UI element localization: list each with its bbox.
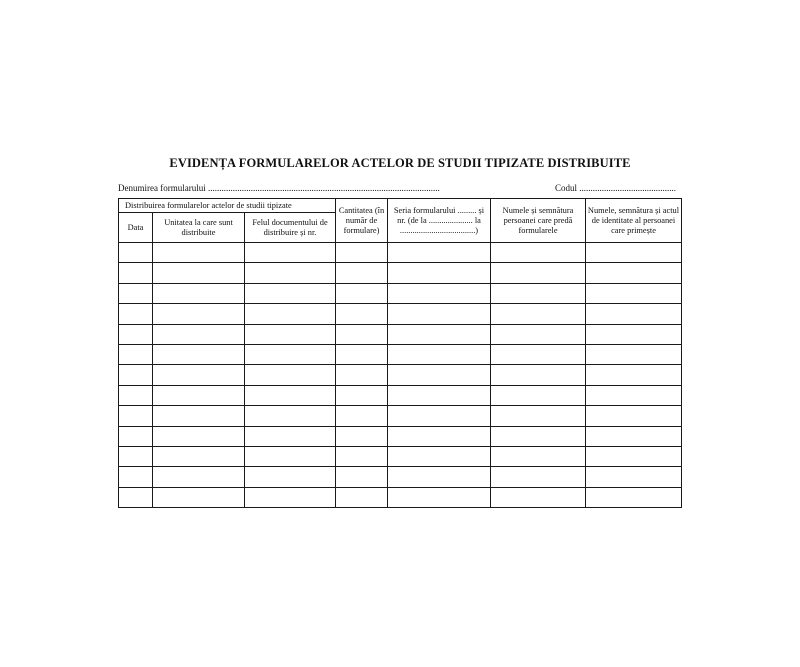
cell-unit [153,487,245,507]
cell-giver [491,365,586,385]
table-row [119,324,682,344]
cell-receiver [586,324,682,344]
table-row [119,304,682,324]
cell-giver [491,487,586,507]
form-name-field: Denumirea formularului ....................................................................................................... [118,183,440,193]
cell-receiver [586,283,682,303]
cell-date [119,406,153,426]
cell-date [119,385,153,405]
cell-series [388,426,491,446]
cell-doc-type [245,426,336,446]
cell-unit [153,344,245,364]
cell-doc-type [245,365,336,385]
column-header-quantity: Cantitatea (în număr de formulare) [336,199,388,243]
cell-receiver [586,243,682,263]
cell-date [119,446,153,466]
column-header-receiver: Numele, semnătura și actul de identitate al persoanei care primește [586,199,682,243]
cell-doc-type [245,344,336,364]
table-row [119,243,682,263]
cell-giver [491,283,586,303]
table-row [119,365,682,385]
cell-doc-type [245,487,336,507]
column-header-unit: Unitatea la care sunt distribuite [153,213,245,243]
cell-unit [153,283,245,303]
cell-quantity [336,263,388,283]
distribution-register-table [118,198,682,508]
cell-receiver [586,385,682,405]
cell-unit [153,426,245,446]
code-field: Codul ........................................... [555,183,677,193]
cell-receiver [586,263,682,283]
cell-giver [491,426,586,446]
cell-unit [153,467,245,487]
cell-doc-type [245,263,336,283]
cell-giver [491,467,586,487]
cell-quantity [336,426,388,446]
cell-unit [153,406,245,426]
cell-date [119,467,153,487]
cell-quantity [336,467,388,487]
cell-unit [153,243,245,263]
cell-series [388,446,491,466]
cell-quantity [336,344,388,364]
table-row [119,283,682,303]
cell-series [388,243,491,263]
cell-date [119,487,153,507]
form-meta-row [118,183,681,195]
cell-series [388,467,491,487]
cell-quantity [336,406,388,426]
cell-date [119,243,153,263]
cell-date [119,304,153,324]
column-header-date: Data [119,213,153,243]
cell-giver [491,243,586,263]
cell-receiver [586,344,682,364]
cell-series [388,365,491,385]
cell-series [388,385,491,405]
table-row [119,385,682,405]
cell-unit [153,263,245,283]
cell-receiver [586,406,682,426]
cell-date [119,344,153,364]
cell-quantity [336,487,388,507]
column-header-giver: Numele și semnătura persoanei care predă formularele [491,199,586,243]
cell-giver [491,263,586,283]
cell-doc-type [245,406,336,426]
group-header-distribution: Distribuirea formularelor actelor de studii tipizate [119,199,336,213]
table-row [119,344,682,364]
cell-unit [153,365,245,385]
cell-date [119,426,153,446]
cell-quantity [336,324,388,344]
column-header-series: Seria formularului ......... și nr. (de la ..................... la ....................................) [388,199,491,243]
cell-giver [491,344,586,364]
header-row-group [119,199,682,213]
cell-giver [491,406,586,426]
cell-receiver [586,365,682,385]
cell-doc-type [245,385,336,405]
cell-receiver [586,426,682,446]
cell-unit [153,385,245,405]
table-row [119,406,682,426]
cell-date [119,365,153,385]
cell-receiver [586,487,682,507]
table-row [119,487,682,507]
cell-giver [491,304,586,324]
cell-series [388,487,491,507]
cell-quantity [336,365,388,385]
cell-date [119,283,153,303]
cell-giver [491,446,586,466]
cell-doc-type [245,304,336,324]
cell-receiver [586,304,682,324]
cell-series [388,304,491,324]
document-title: EVIDENȚA FORMULARELOR ACTELOR DE STUDII TIPIZATE DISTRIBUITE [169,156,631,170]
cell-series [388,344,491,364]
cell-date [119,324,153,344]
cell-giver [491,324,586,344]
cell-series [388,263,491,283]
table-row [119,426,682,446]
cell-series [388,406,491,426]
cell-doc-type [245,324,336,344]
cell-quantity [336,446,388,466]
cell-doc-type [245,243,336,263]
cell-date [119,263,153,283]
column-header-doc-type: Felul documentului de distribuire și nr. [245,213,336,243]
cell-quantity [336,243,388,263]
table-row [119,263,682,283]
cell-doc-type [245,283,336,303]
cell-series [388,283,491,303]
cell-unit [153,446,245,466]
cell-giver [491,385,586,405]
cell-doc-type [245,446,336,466]
cell-quantity [336,283,388,303]
cell-unit [153,304,245,324]
cell-quantity [336,304,388,324]
cell-unit [153,324,245,344]
register-body [119,243,682,508]
table-row [119,467,682,487]
cell-series [388,324,491,344]
cell-receiver [586,467,682,487]
cell-quantity [336,385,388,405]
cell-doc-type [245,467,336,487]
table-row [119,446,682,466]
cell-receiver [586,446,682,466]
